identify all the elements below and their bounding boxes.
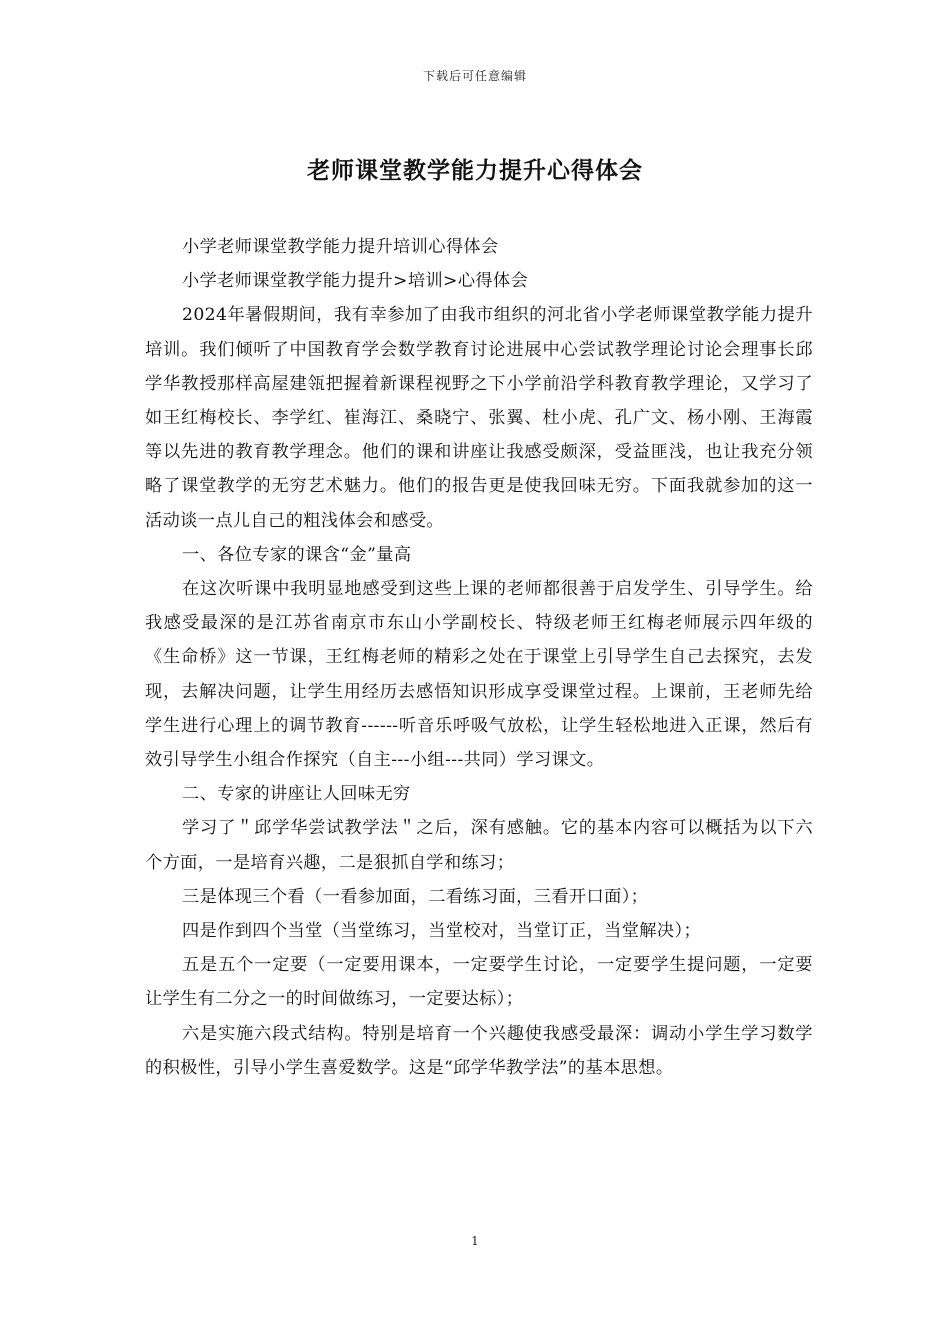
document-title: 老师课堂教学能力提升心得体会 <box>307 157 643 184</box>
section-heading-2: 二、专家的讲座让人回味无穷 <box>182 784 411 805</box>
list-item-point-5: 五是五个一定要（一定要用课本，一定要学生讨论，一定要学生提问题，一定要让学生有二分之一的时间做练习，一定要达标）； <box>145 955 813 1010</box>
page-number: 1 <box>471 1234 479 1248</box>
paragraph-section-1: 在这次听课中我明显地感受到这些上课的老师都很善于启发学生、引导学生。给我感受最深的是江苏省南京市东山小学副校长、特级老师王红梅老师展示四年级的《生命桥》这一节课，王红梅老师的精彩之处在于课堂上引导学生自己去探究，去发现，去解决问题，让学生用经历去感悟知识形成享受课堂过程。上课前，王老师先给学生进行心理上的调节教育------听音乐呼吸气放松，让学生轻松地进入正课，然后有效引导学生小组合作探究（自主---小组---共同）学习课文。 <box>145 579 813 771</box>
list-item-point-4: 四是作到四个当堂（当堂练习，当堂校对，当堂订正，当堂解决）； <box>182 921 702 942</box>
paragraph-section-2: 学习了＂邱学华尝试教学法＂之后，深有感触。它的基本内容可以概括为以下六个方面，一是培育兴趣，二是狠抓自学和练习； <box>145 818 813 873</box>
paragraph-intro: 2024年暑假期间，我有幸参加了由我市组织的河北省小学老师课堂教学能力提升培训。我们倾听了中国教育学会数学教育讨论进展中心尝试教学理论讨论会理事长邱学华教授那样高屋建瓴把握着新课程视野之下小学前沿学科教育教学理论，又学习了如王红梅校长、李学红、崔海江、桑晓宁、张翼、杜小虎、孔广文、杨小刚、王海霞等以先进的教育教学理念。他们的课和讲座让我感受颇深，受益匪浅，也让我充分领略了课堂教学的无穷艺术魅力。他们的报告更是使我回味无穷。下面我就参加的这一活动谈一点儿自己的粗浅体会和感受。 <box>145 305 813 531</box>
document-body <box>145 230 813 1085</box>
paragraph-subtitle: 小学老师课堂教学能力提升培训心得体会 <box>182 237 499 257</box>
paragraph-breadcrumb: 小学老师课堂教学能力提升>培训>心得体会 <box>182 271 529 292</box>
header-note: 下载后可任意编辑 <box>422 69 527 83</box>
list-item-point-3: 三是体现三个看（一看参加面，二看练习面，三看开口面）； <box>182 886 649 907</box>
section-heading-1: 一、各位专家的课含“金”量高 <box>182 544 412 565</box>
list-item-point-6: 六是实施六段式结构。特别是培育一个兴趣使我感受最深：调动小学生学习数学的积极性，引导小学生喜爱数学。这是“邱学华教学法”的基本思想。 <box>145 1023 813 1078</box>
